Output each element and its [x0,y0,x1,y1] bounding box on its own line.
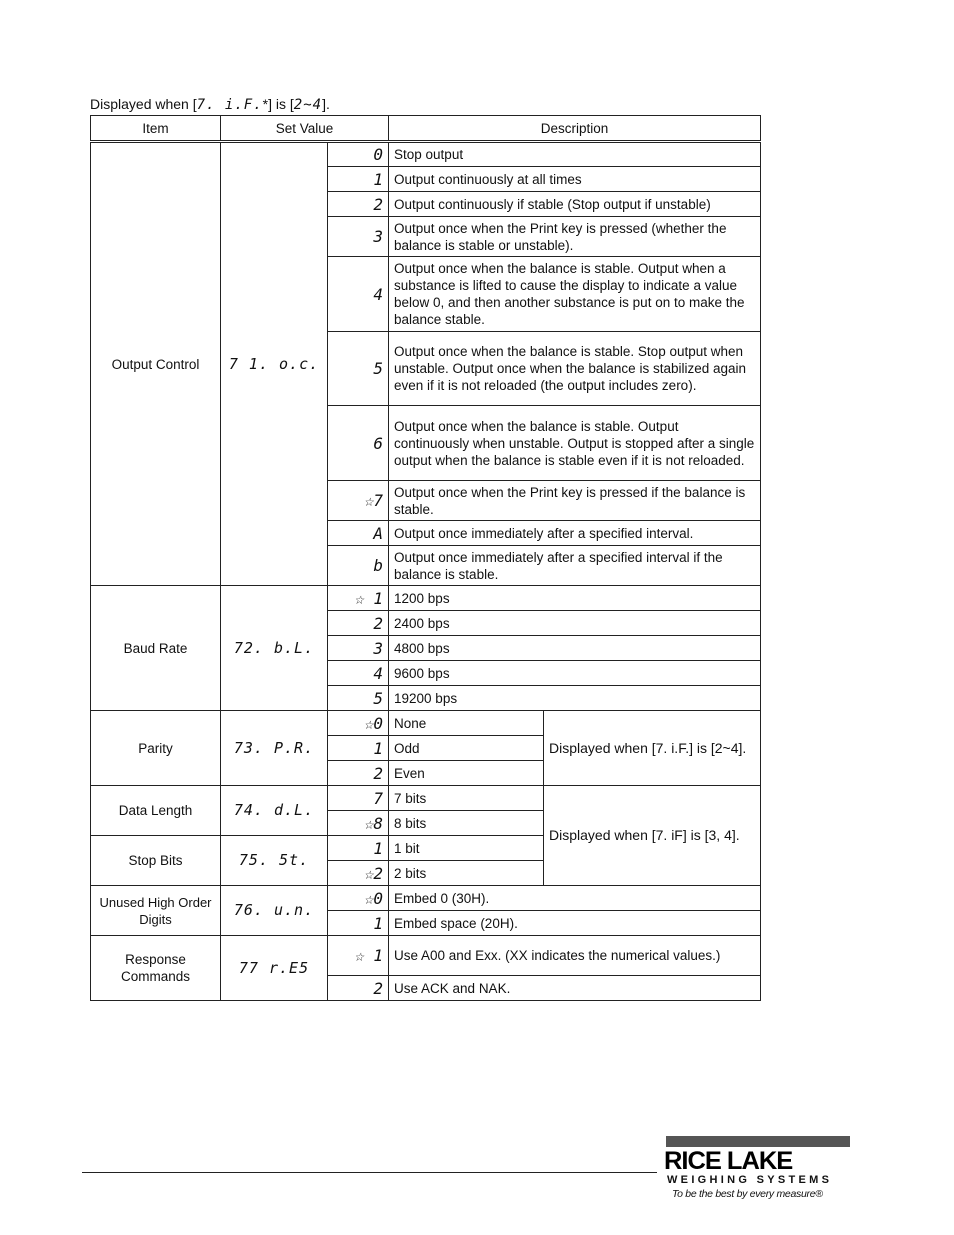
code-cell: 0 [328,142,389,167]
description-cell: Output once immediately after a specified interval. [389,521,761,546]
set-value-output-control: 7 1. o.c. [221,142,328,586]
header-description: Description [389,116,761,142]
table-row [91,786,761,811]
code-cell: ☆ 1 [328,586,389,611]
description-cell: 4800 bps [389,636,761,661]
code-cell: A [328,521,389,546]
code-cell: 5 [328,332,389,406]
item-response-commands: Response Commands [91,936,221,1001]
description-cell: Output once when the Print key is pressed (whether the balance is stable or unstable). [389,217,761,257]
description-cell: Output continuously at all times [389,167,761,192]
item-stop-bits: Stop Bits [91,836,221,886]
code-cell: 4 [328,257,389,332]
logo-subtitle: WEIGHING SYSTEMS [667,1174,833,1186]
caption-range: 2~4 [293,97,323,113]
code-cell: 1 [328,167,389,192]
description-cell: Stop output [389,142,761,167]
code-cell: ☆8 [328,811,389,836]
description-cell: Even [389,761,544,786]
header-row [91,116,761,142]
set-value-baud-rate: 72. b.L. [221,586,328,711]
item-output-control: Output Control [91,142,221,586]
caption-prefix: Displayed when [ [90,96,197,112]
table-row [91,711,761,736]
code-cell: 1 [328,836,389,861]
caption-mid: *] is [ [262,96,294,112]
set-value-data-length: 74. d.L. [221,786,328,836]
header-set-value: Set Value [221,116,389,142]
code-cell: ☆0 [328,886,389,911]
description-cell: Output once when the balance is stable. Output when a substance is lifted to cause the display to indicate a value below 0, and then another substance is put on to make the balance stable. [389,257,761,332]
description-cell: Output once when the balance is stable. Stop output when unstable. Output once when the balance is stabilized again even if it is not reloaded (the output includes zero). [389,332,761,406]
caption-code: 7. i.F. [196,97,263,113]
description-cell: Output once when the balance is stable. Output continuously when unstable. Output is stopped after a single output when the balance is stable even if it is not reloaded. [389,406,761,481]
code-cell: ☆ 1 [328,936,389,976]
code-cell: 5 [328,686,389,711]
table-caption [90,95,330,114]
item-data-length: Data Length [91,786,221,836]
table-row [91,886,761,911]
settings-table [90,115,761,1001]
set-value-stop-bits: 75. 5t. [221,836,328,886]
table-row [91,936,761,976]
set-value-unused-digits: 76. u.n. [221,886,328,936]
footer-rule [82,1172,657,1173]
code-cell: 3 [328,636,389,661]
description-cell: 2400 bps [389,611,761,636]
description-cell: 7 bits [389,786,544,811]
description-cell: None [389,711,544,736]
description-cell: Odd [389,736,544,761]
logo-bar [666,1136,850,1147]
description-cell: 1200 bps [389,586,761,611]
description-cell: 9600 bps [389,661,761,686]
code-cell: 4 [328,661,389,686]
description-cell: Use A00 and Exx. (XX indicates the numerical values.) [389,936,761,976]
code-cell: 1 [328,736,389,761]
code-cell: 2 [328,976,389,1001]
item-unused-digits: Unused High Order Digits [91,886,221,936]
code-cell: ☆0 [328,711,389,736]
code-cell: ☆7 [328,481,389,521]
description-cell: 1 bit [389,836,544,861]
description-cell: 8 bits [389,811,544,836]
code-cell: 1 [328,911,389,936]
description-cell: Use ACK and NAK. [389,976,761,1001]
table-row [91,142,761,167]
code-cell: ☆2 [328,861,389,886]
code-cell: 7 [328,786,389,811]
description-cell: 19200 bps [389,686,761,711]
header-item: Item [91,116,221,142]
logo-name: RICE LAKE [664,1147,793,1175]
logo-tagline: To be the best by every measure® [672,1188,823,1200]
caption-suffix: ]. [322,96,330,112]
code-cell: 2 [328,761,389,786]
description-cell: 2 bits [389,861,544,886]
description-cell: Embed 0 (30H). [389,886,761,911]
code-cell: 2 [328,192,389,217]
description-cell: Embed space (20H). [389,911,761,936]
set-value-parity: 73. P.R. [221,711,328,786]
rice-lake-logo [664,1136,854,1200]
parity-note: Displayed when [7. i.F.] is [2~4]. [544,711,761,786]
description-cell: Output once when the Print key is pressed if the balance is stable. [389,481,761,521]
code-cell: 2 [328,611,389,636]
code-cell: 6 [328,406,389,481]
description-cell: Output continuously if stable (Stop output if unstable) [389,192,761,217]
description-cell: Output once immediately after a specified interval if the balance is stable. [389,546,761,586]
code-cell: b [328,546,389,586]
code-cell: 3 [328,217,389,257]
set-value-response-commands: 77 r.E5 [221,936,328,1001]
table-row [91,586,761,611]
length-stop-note: Displayed when [7. iF] is [3, 4]. [544,786,761,886]
item-parity: Parity [91,711,221,786]
item-baud-rate: Baud Rate [91,586,221,711]
